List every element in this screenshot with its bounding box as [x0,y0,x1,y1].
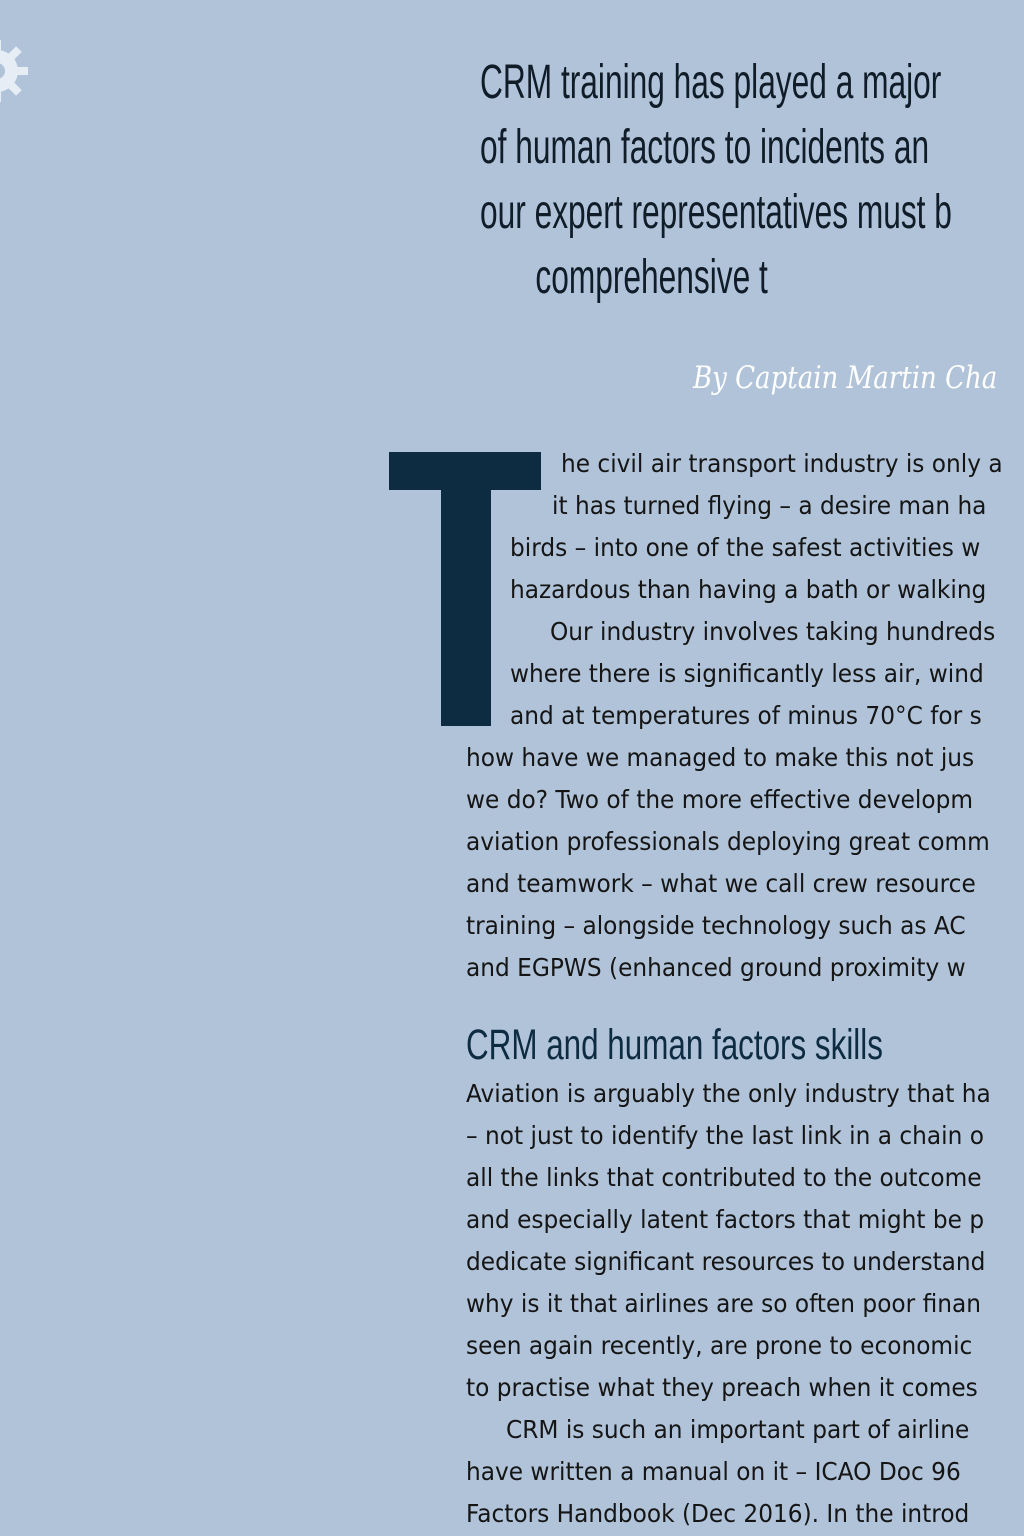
body-line: training – alongside technology such as AC [466,911,966,940]
body-line: and at temperatures of minus 70°C for s [510,701,982,730]
gear-icon [0,40,28,102]
body-line: hazardous than having a bath or walking [510,575,987,604]
body-line: Our industry involves taking hundreds [550,617,996,646]
body-line: and teamwork – what we call crew resource [466,869,976,898]
body-line: all the links that contributed to the outcome [466,1163,982,1192]
body-line: dedicate significant resources to understand [466,1247,986,1276]
body-line: why is it that airlines are so often poor finan [466,1289,981,1318]
deck-line: our expert representatives must b [480,186,952,239]
deck-line: CRM training has played a major [480,56,942,109]
body-line: and especially latent factors that might be p [466,1205,985,1234]
body-line: CRM is such an important part of airline [506,1415,970,1444]
deck-line: of human factors to incidents an [480,121,930,174]
body-line: – not just to identify the last link in a chain o [466,1121,984,1150]
body-line: aviation professionals deploying great comm [466,827,990,856]
body-line: Factors Handbook (Dec 2016). In the introd [466,1499,970,1528]
body-line: and EGPWS (enhanced ground proximity w [466,953,966,982]
body-line: Aviation is arguably the only industry that ha [466,1079,991,1108]
body-line: to practise what they preach when it comes [466,1373,978,1402]
body-line: where there is significantly less air, wind [510,659,984,688]
body-line: birds – into one of the safest activities w [510,533,981,562]
section-heading: CRM and human factors skills [466,1021,883,1069]
byline: By Captain Martin Cha [693,360,998,396]
article-deck [480,50,952,310]
body-line: have written a manual on it – ICAO Doc 96 [466,1457,961,1486]
body-line: we do? Two of the more effective developm [466,785,974,814]
body-line: how have we managed to make this not jus [466,743,975,772]
deck-line: comprehensive t [535,251,768,304]
body-line: it has turned flying – a desire man ha [552,491,987,520]
body-line: seen again recently, are prone to economic [466,1331,973,1360]
body-line: he civil air transport industry is only a [561,449,1003,478]
